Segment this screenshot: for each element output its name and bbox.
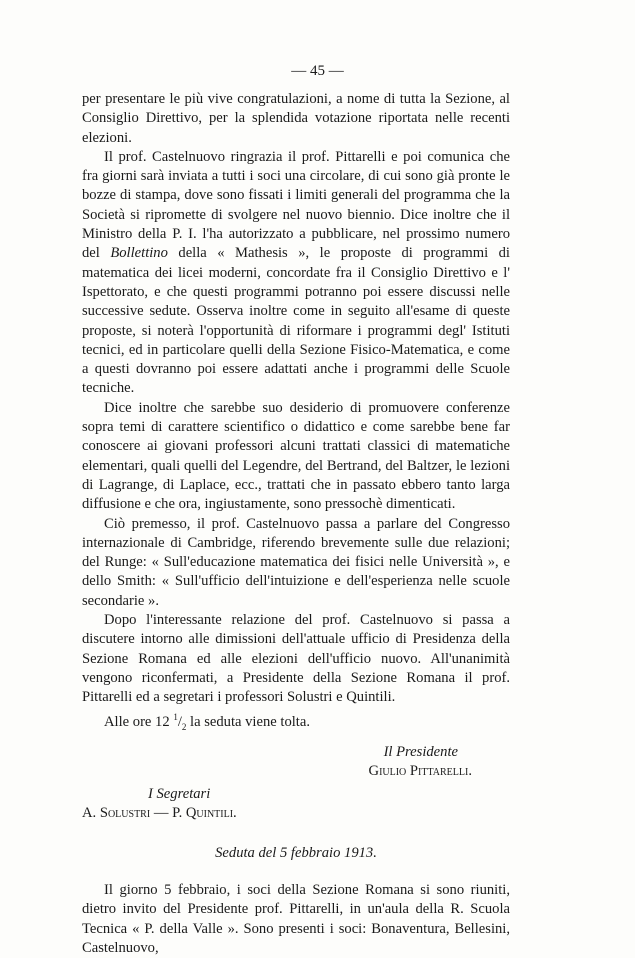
fraction-numerator: 1 [173,711,178,722]
secretaries-signature [82,785,510,824]
paragraph-2 [82,148,510,399]
president-signature [82,743,510,782]
fraction-denominator: 2 [181,721,187,732]
paragraph-4: Ciò premesso, il prof. Castelnuovo passa a parlare del Congresso internazionale di Cambridge, riferendo brevemente sulle due relazioni; del Runge: « Sull'educazione matematica dei fisici nelle Università », e dello Smith: « Sull'ufficio dell'intuizione e dell'esperienza nelle scuole secondarie ». [82,515,510,609]
session-title: Seduta del 5 febbraio 1913. [215,844,377,861]
paragraph-3: Dice inoltre che sarebbe suo desiderio di promuovere conferenze sopra temi di carattere scientifico o didattico e come sarebbe bene far conoscere ai giovani professori alcuni trattati classici di matematiche elementari, quali quelli del Legendre, del Bertrand, del Baltzer, le lezioni di Lagrange, di Laplace, ecc., trattati che in passato ebbero tanto larga diffusione e che ora, ingiustamente, sono pressochè dimenticati. [82,399,510,513]
paragraph-1: per presentare le più vive congratulazioni, a nome di tutta la Sezione, al Consiglio Direttivo, per la splendida votazione riportata nelle recenti elezioni. [82,91,510,146]
closing-before: Alle ore 12 [104,713,174,730]
page-number: — 45 — [291,63,344,79]
president-name: Giulio Pittarelli. [368,762,472,779]
bollettino-title: Bollettino [110,245,168,262]
secretaries-name: A. Solustri — P. Quintili. [82,805,237,822]
paragraph-2-cont: della « Mathesis », le proposte di programmi di matematica dei licei moderni, concordate fra il Consiglio Direttivo e l' Ispettorato, e che questi programmi potranno poi essere discussi nelle successive sedute. [82,245,510,320]
paragraph-5: Dopo l'interessante relazione del prof. Castelnuovo si passa a discutere intorno alle dimissioni dell'attuale ufficio di Presidenza della Sezione Romana ed alle elezioni dell'ufficio nuovo. All'unanimità vengono riconfermati, a Presidente della Sezione Romana il prof. Pittarelli ed a segretari i professori Solustri e Quintili. [82,612,510,706]
closing-line: Alle ore 12 $^1/_2$ la seduta viene tolta. [104,711,310,732]
president-role: Il Presidente [383,743,458,760]
secretaries-role: I Segretari [148,786,211,803]
final-paragraph: Il giorno 5 febbraio, i soci della Sezione Romana si sono riuniti, dietro invito del Presidente prof. Pittarelli, in un'aula della R. Scuola Tecnica « P. della Valle ». Sono presenti i soci: Bonaventura, Bellesini, Castelnuovo, [82,882,510,956]
body-text [82,90,510,958]
paragraph-2-end: Osserva inoltre come in seguito all'esame di queste proposte, si noterà l'opportunità di riformare i programmi degl' Istituti tecnici, ed in particolare quelli della Sezione Fisico-Matematica, e come a questi dovranno poi essere adattati anche i programmi delle Scuole tecniche. [82,303,510,397]
paragraph-2-text: Il prof. Castelnuovo ringrazia il prof. Pittarelli e poi comunica che fra giorni sarà inviata a tutti i soci una circolare, di cui sono già pronte le bozze di stampa, dove sono fissati i limiti generali del programma che la Società si ripromette di svolgere nel nuovo biennio. Dice inoltre che il Ministro della P. I. l'ha autorizzato a pubblicare, nel prossimo numero del [82,148,510,262]
closing-after: la seduta viene tolta. [186,713,310,730]
